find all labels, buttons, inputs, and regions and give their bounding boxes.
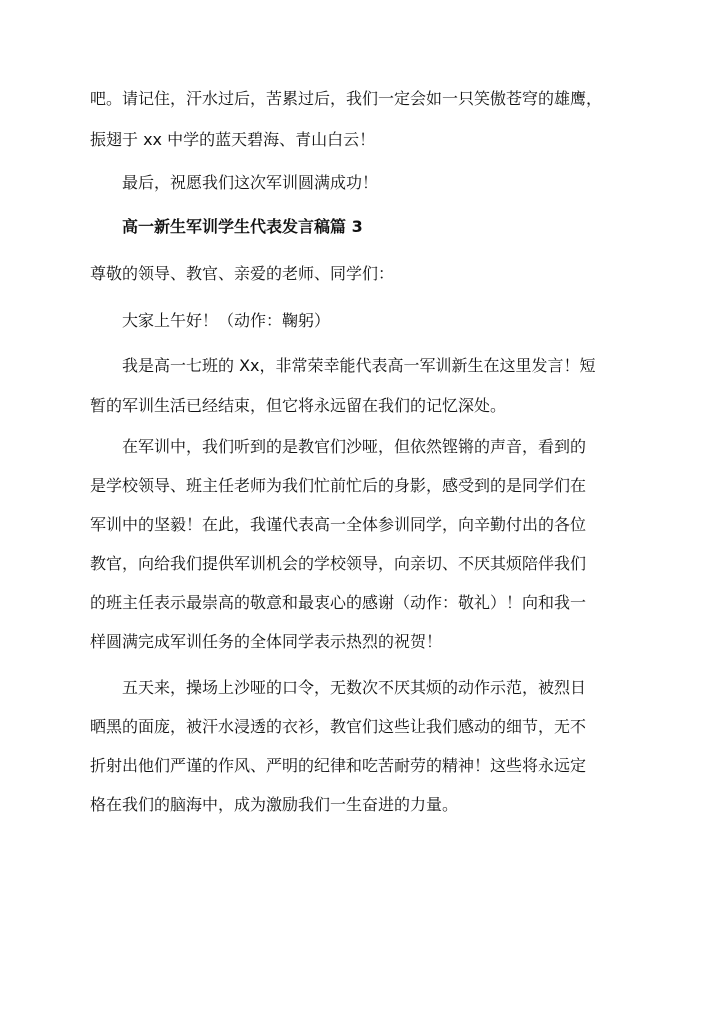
body-text-line: 最后，祝愿我们这次军训圆满成功！: [122, 173, 379, 192]
body-text-line: 晒黑的面庞，被汗水浸透的衣衫，教官们这些让我们感动的细节，无不: [90, 717, 587, 736]
body-text-line: 格在我们的脑海中，成为激励我们一生奋进的力量。: [90, 795, 459, 814]
body-text-line: 振翅于 xx 中学的蓝天碧海、青山白云！: [90, 130, 376, 149]
body-text-line: 暂的军训生活已经结束，但它将永远留在我们的记忆深处。: [90, 396, 507, 415]
greeting-line: 大家上午好！（动作：鞠躬）: [122, 311, 331, 330]
body-text-line: 折射出他们严谨的作风、严明的纪律和吃苦耐劳的精神！这些将永远定: [90, 756, 587, 775]
body-text-line: 在军训中，我们听到的是教官们沙哑，但依然铿锵的声音，看到的: [122, 437, 587, 456]
body-text-line: 五天来，操场上沙哑的口令，无数次不厌其烦的动作示范，被烈日: [122, 678, 587, 697]
body-text-line: 是学校领导、班主任老师为我们忙前忙后的身影，感受到的是同学们在: [90, 476, 587, 495]
salutation: 尊敬的领导、教官、亲爱的老师、同学们：: [90, 264, 395, 283]
body-text-line: 教官，向给我们提供军训机会的学校领导，向亲切、不厌其烦陪伴我们: [90, 554, 587, 573]
body-text-line: 我是高一七班的 Xx，非常荣幸能代表高一军训新生在这里发言！短: [122, 356, 596, 375]
body-text-line: 吧。请记住，汗水过后，苦累过后，我们一定会如一只笑傲苍穹的雄鹰，: [90, 89, 603, 108]
body-text-line: 样圆满完成军训任务的全体同学表示热烈的祝贺！: [90, 632, 443, 651]
body-text-line: 军训中的坚毅！在此，我谨代表高一全体参训同学，向辛勤付出的各位: [90, 515, 587, 534]
section-heading: 高一新生军训学生代表发言稿篇 3: [122, 217, 363, 236]
body-text-line: 的班主任表示最崇高的敬意和最衷心的感谢（动作：敬礼）！向和我一: [90, 593, 587, 612]
